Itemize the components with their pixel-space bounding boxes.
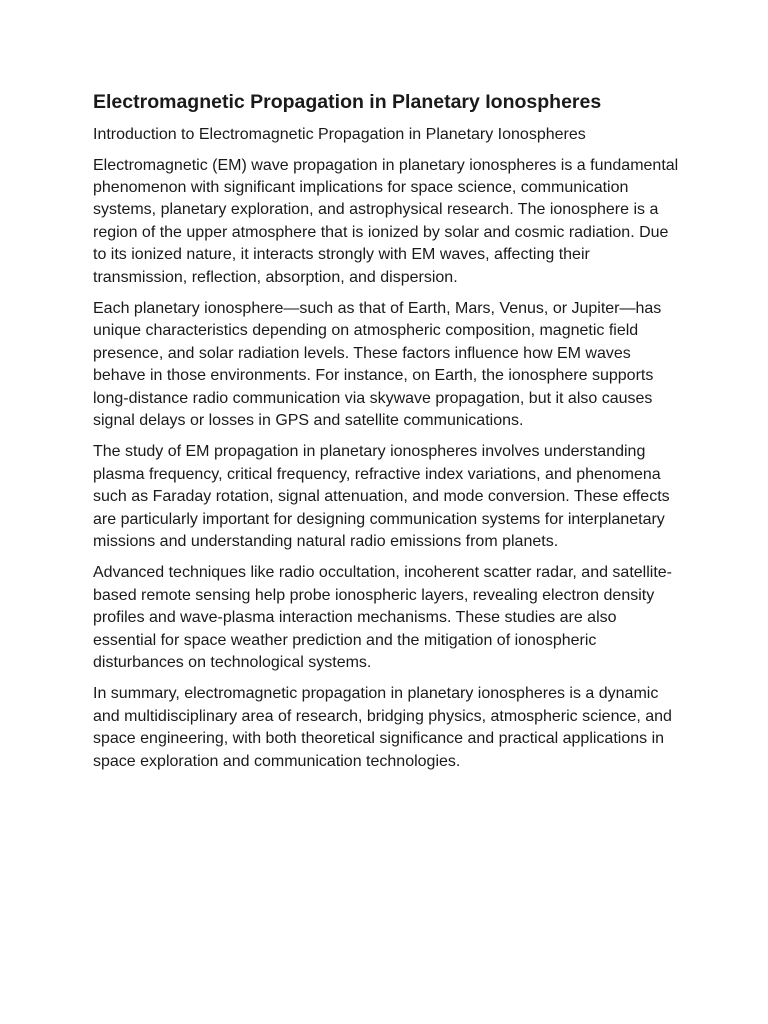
- paragraph-1: Electromagnetic (EM) wave propagation in planetary ionospheres is a fundamental phenomenon with significant implications for space science, communication systems, planetary exploration, and astrophysical research. The ionosphere is a region of the upper atmosphere that is ionized by solar and cosmic radiation. Due to its ionized nature, it interacts strongly with EM waves, affecting their transmission, reflection, absorption, and dispersion.: [93, 156, 679, 286]
- document-title: Electromagnetic Propagation in Planetary Ionospheres: [93, 91, 602, 113]
- paragraph-2: Each planetary ionosphere—such as that of Earth, Mars, Venus, or Jupiter—has unique characteristics depending on atmospheric composition, magnetic field presence, and solar radiation levels. These factors influence how EM waves behave in those environments. For instance, on Earth, the ionosphere supports long-distance radio communication via skywave propagation, but it also causes signal delays or losses in GPS and satellite communications.: [93, 299, 662, 429]
- paragraph-5: In summary, electromagnetic propagation in planetary ionospheres is a dynamic and multidisciplinary area of research, bridging physics, atmospheric science, and space engineering, with both theoretical significance and practical applications in space exploration and communication technologies.: [93, 685, 672, 770]
- document-subtitle: Introduction to Electromagnetic Propagation in Planetary Ionospheres: [93, 126, 586, 143]
- paragraph-3: The study of EM propagation in planetary ionospheres involves understanding plasma frequency, critical frequency, refractive index variations, and phenomena such as Faraday rotation, signal attenuation, and mode conversion. These effects are particularly important for designing communication systems for interplanetary missions and understanding natural radio emissions from planets.: [93, 443, 670, 550]
- document-page: [93, 88, 683, 782]
- paragraph-4: Advanced techniques like radio occultation, incoherent scatter radar, and satellite-based remote sensing help probe ionospheric layers, revealing electron density profiles and wave-plasma interaction mechanisms. These studies are also essential for space weather prediction and the mitigation of ionospheric disturbances on technological systems.: [93, 564, 673, 672]
